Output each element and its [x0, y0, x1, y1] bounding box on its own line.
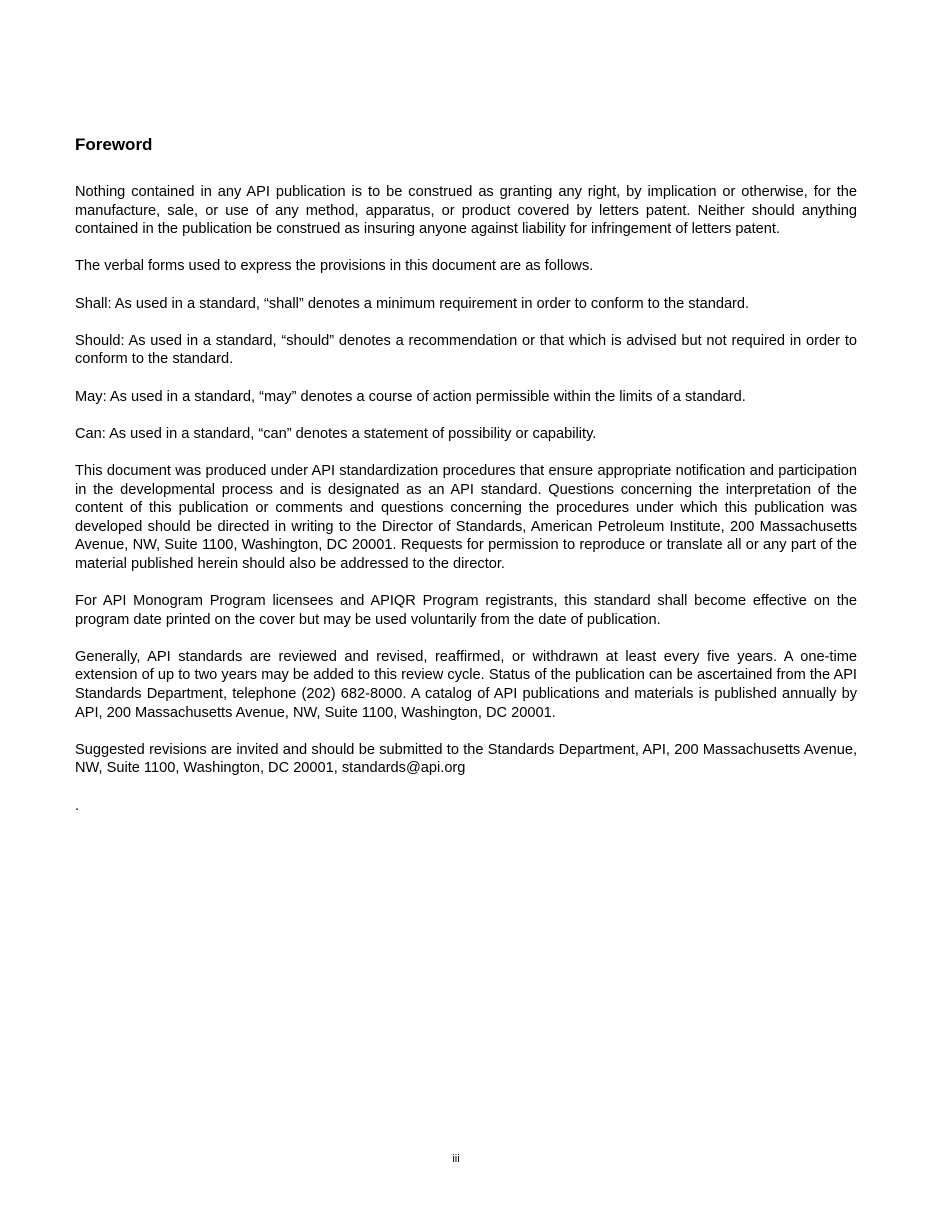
paragraph-should-definition: Should: As used in a standard, “should” denotes a recommendation or that which is advised but not required in order to conform to the standard. — [75, 332, 857, 368]
paragraph-review-cycle: Generally, API standards are reviewed and revised, reaffirmed, or withdrawn at least every five years. A one-time extension of up to two years may be added to this review cycle. Status of the publication can be ascertained from the API Standards Department, telephone (202) 682-8000. A catalog of API publications and materials is published annually by API, 200 Massachusetts Avenue, NW, Suite 1100, Washington, DC 20001. — [75, 648, 857, 721]
paragraph-suggested-revisions: Suggested revisions are invited and should be submitted to the Standards Department, API, 200 Massachusetts Avenue, NW, Suite 1100, Washington, DC 20001, standards@api.org — [75, 741, 857, 777]
paragraph-trailing-period: . — [75, 797, 80, 814]
page-title: Foreword — [75, 135, 153, 154]
paragraph-patent-disclaimer: Nothing contained in any API publication is to be construed as granting any right, by implication or otherwise, for the manufacture, sale, or use of any method, apparatus, or product covered by letters patent. Neither should anything contained in the publication be construed as insuring anyone against liability for infringement of letters patent. — [75, 184, 857, 238]
paragraph-may-definition: May: As used in a standard, “may” denotes a course of action permissible within the limits of a standard. — [75, 388, 746, 405]
paragraph-shall-definition: Shall: As used in a standard, “shall” denotes a minimum requirement in order to conform to the standard. — [75, 295, 750, 312]
paragraph-verbal-forms-intro: The verbal forms used to express the provisions in this document are as follows. — [75, 258, 594, 275]
paragraph-can-definition: Can: As used in a standard, “can” denotes a statement of possibility or capability. — [75, 425, 597, 442]
page-number: iii — [452, 1153, 460, 1165]
paragraph-standardization-procedures: This document was produced under API standardization procedures that ensure appropriate notification and participation in the developmental process and is designated as an API standard. Questions concerning the interpretation of the content of this publication or comments and questions concerning the procedures under which this publication was developed should be directed in writing to the Director of Standards, American Petroleum Institute, 200 Massachusetts Avenue, NW, Suite 1100, Washington, DC 20001. Requests for permission to reproduce or translate all or any part of the material published herein should also be addressed to the director. — [75, 462, 857, 572]
paragraph-monogram-program: For API Monogram Program licensees and APIQR Program registrants, this standard shall become effective on the program date printed on the cover but may be used voluntarily from the date of publication. — [75, 593, 857, 628]
foreword-body — [75, 183, 857, 834]
